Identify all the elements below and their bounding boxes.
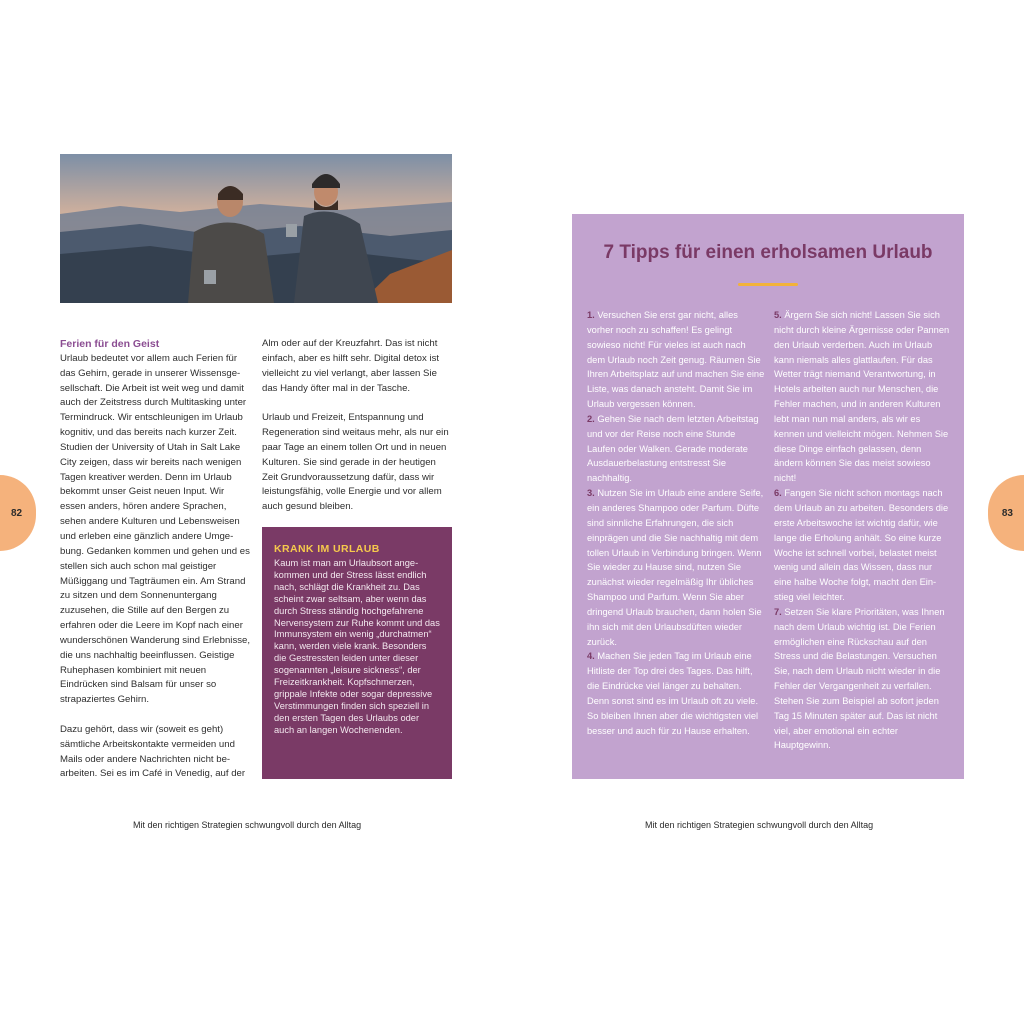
section-heading: Ferien für den Geist	[60, 338, 160, 350]
footer-right: Mit den richtigen Strategien schwungvoll durch den Alltag	[645, 820, 874, 830]
tip-number: 6.	[774, 488, 782, 499]
footer-left: Mit den richtigen Strategien schwungvoll durch den Alltag	[133, 820, 362, 830]
page-number-right	[988, 475, 1024, 551]
tip-text: Fangen Sie nicht schon montags nach dem Urlaub an zu arbeiten. Besonders die erste Arbeitswoche ist wichtig dafür, wie lange die Erholung anhält. So eine kurze Woche ist schnell vorbei, belastet meist wenig und allein das Wissen, dass nur eine halbe Woche folgt, macht den Einstieg viel leichter.	[774, 488, 949, 603]
body-paragraph: Urlaub bedeutet vor allem auch Ferien für das Gehirn, gerade in unserer Wissensgesellschaft. Die Arbeit ist weit weg und damit auch der Zeitstress durch Multitasking unter Termindruck. Wir entschleunigen im Urlaub kognitiv, und das bereits nach kurzer Zeit. Studien der University of Utah in Salt Lake City zeigen, dass wir bereits nach wenigen Tagen kreativer werden. Denn im Urlaub bekommt unser Geist neuen Input. Wir essen anders, hören andere Sprachen, sehen andere Kulturen und Lebensweisen und erleben eine gänzlich andere Umgebung. Gedanken kommen und gehen und es stellen sich auch schon mal geistiger Müßiggang und Tagträumen ein. Am Strand zu sitzen und dem Sonnenuntergang zuzusehen, die Stille auf den Bergen zu erfahren oder die Leere im Kopf nach einer wunderschönen Wanderung sind Erlebnisse, die uns nachhaltig beeinflussen. Geistige Ruhephasen kombiniert mit neuen Eindrücken sind Balsam für unser so strapaziertes Gehirn.	[60, 352, 251, 706]
tip-text: Setzen Sie klare Prioritäten, was Ihnen nach dem Urlaub wichtig ist. Die Ferien ermöglichen eine Rückschau auf den Stress und die Belastungen. Versuchen Sie, nach dem Urlaub nicht wieder in die Fehler der Vergangenheit zu verfallen. Stehen Sie zum Beispiel ab sofort jeden Tag 15 Minuten später auf. Das ist nicht viel, aber emotional ein echter Hauptgewinn.	[774, 606, 945, 751]
tip-number: 7.	[774, 606, 782, 617]
hero-photo	[60, 154, 452, 303]
tip-item	[587, 486, 765, 649]
tips-box	[572, 214, 964, 779]
tip-number: 5.	[774, 310, 782, 320]
tip-number: 3.	[587, 488, 595, 499]
tip-text: Machen Sie jeden Tag im Urlaub eine Hitliste der Top drei des Tages. Das hilft, die Eindrücke viel länger zu behalten. Denn sonst sind es im Urlaub oft zu viele. So bleiben Ihnen aber die wichtigsten viel besser und auch für zu Hause erhalten.	[587, 651, 759, 736]
tip-item	[587, 412, 765, 486]
tip-text: Versuchen Sie erst gar nicht, alles vorher noch zu schaffen! Es gelingt sowieso nicht! Für vieles ist auch nach dem Urlaub noch Zeit genug. Räumen Sie Ihren Arbeitsplatz auf und machen Sie eine Liste, was danach ansteht. Damit Sie im Urlaub vergessen können.	[587, 310, 765, 410]
tip-item	[774, 308, 952, 486]
left-column	[60, 337, 252, 782]
tip-item	[774, 486, 952, 605]
tips-title: 7 Tipps für einen erholsamen Urlaub	[603, 242, 933, 263]
tip-text: Nutzen Sie im Urlaub eine andere Seife, ein anderes Shampoo oder Parfum. Düfte sind sinnliche Erfahrungen, die sich einprägen und die Sie nachhaltig mit dem tollen Urlaub in Verbindung bringen. Wenn Sie wieder zu Hause sind, nutzen Sie zunächst wieder regelmäßig Ihr übliches Shampoo und Parfum. Wenn Sie aber dringend Urlaub brauchen, dann holen Sie ihn sich mit den Urlaubsdüften wieder zurück.	[587, 488, 764, 647]
info-box-krank	[262, 527, 452, 779]
tip-item	[587, 649, 765, 738]
middle-column	[262, 337, 452, 515]
tips-column-left	[587, 308, 765, 738]
tips-column-right	[774, 308, 952, 753]
tip-number: 2.	[587, 413, 595, 424]
tip-number: 4.	[587, 651, 595, 662]
page-number-label: 83	[1001, 507, 1013, 519]
body-paragraph: Alm oder auf der Kreuzfahrt. Das ist nicht einfach, aber es hilft sehr. Digital detox ist vielleicht zu viel verlangt, aber lassen Sie das Handy öfter mal in der Tasche.	[262, 338, 440, 394]
page-number-label: 82	[11, 507, 23, 519]
tip-item	[774, 605, 952, 753]
title-underline	[738, 283, 798, 286]
body-paragraph: Urlaub und Freizeit, Entspannung und Regeneration sind weitaus mehr, als nur ein paar Tage an einem tollen Ort und in neuen Kulturen. Sie sind gerade in der heutigen Zeit Grundvoraussetzung dafür, dass wir leistungsfähig, volle Energie und vor allem auch gesund bleiben.	[262, 412, 449, 513]
body-paragraph: Dazu gehört, dass wir (soweit es geht) sämtliche Arbeitskontakte vermeiden und Mails oder andere Nachrichten nicht bearbeiten. Sei es im Café in Venedig, auf der	[60, 723, 246, 780]
page-number-left	[0, 475, 36, 551]
info-box-body: Kaum ist man am Urlaubsort angekommen und der Stress lässt endlich nach, schlägt die Krankheit zu. Das scheint zwar seltsam, aber wenn das durch Stress ständig hochgefahrene Nervensystem zur Ruhe kommt und das Immunsystem ein wenig „durchatmen“ kann, werden viele krank. Besonders die Gestressten leiden unter dieser sogenannten „leisure sickness“, der Freizeitkrankheit. Kopfschmerzen, grippale Infekte oder sogar depressive Verstimmungen finden sich speziell in den ersten Tagen des Urlaubs oder auch an langen Wochenenden.	[274, 558, 440, 735]
tip-number: 1.	[587, 310, 595, 320]
tip-text: Ärgern Sie sich nicht! Lassen Sie sich nicht durch kleine Ärgernisse oder Pannen den Urlaub verderben. Auch im Urlaub kann niemals alles glattlaufen. Für das Wetter trägt niemand Verantwortung, in Hotels arbeiten auch nur Menschen, die Fehler machen, und in anderen Kulturen lebt man nun mal anders, als wir es kennen und vielleicht mögen. Nehmen Sie diese Dinge einfach gelassen, denn ändern können Sie das meist sowieso nicht!	[774, 310, 950, 484]
info-box-title: KRANK IM URLAUB	[274, 543, 380, 555]
tip-item	[587, 308, 765, 412]
tip-text: Gehen Sie nach dem letzten Arbeitstag und vor der Reise noch eine Stunde Laufen oder Walken. Gerade moderate Ausdauerbelastung entstresst Sie nachhaltig.	[587, 413, 759, 484]
